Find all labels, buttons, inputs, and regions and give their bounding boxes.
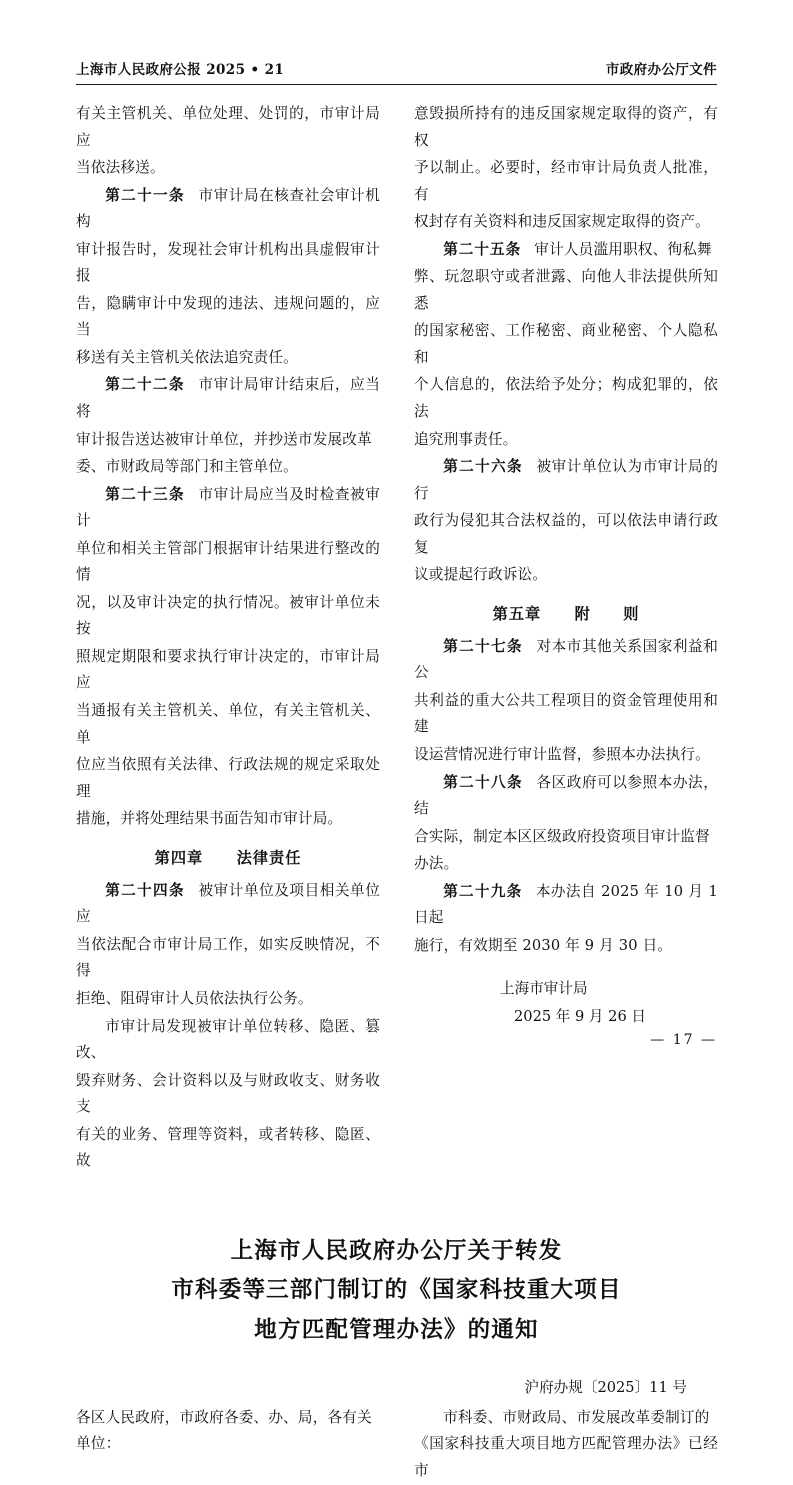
paragraph-line: 委、市财政局等部门和主管单位。 — [76, 458, 298, 476]
paragraph-line: 当通报有关主管机关、单位，有关主管机关、单 — [76, 702, 380, 746]
issue-date: 2025 年 9 月 26 日 — [514, 1008, 646, 1026]
paragraph-line: 的国家秘密、工作秘密、商业秘密、个人隐私和 — [414, 322, 718, 366]
paragraph-line: 权封存有关资料和违反国家规定取得的资产。 — [414, 213, 710, 231]
paragraph-line — [414, 634, 718, 687]
article-number: 第二十三条 — [105, 485, 185, 503]
article-text: 审计人员滥用职权、徇私舞 — [534, 240, 712, 258]
paragraph-line: 移送有关主管机关依法追究责任。 — [76, 348, 298, 366]
chapter-title: 法律责任 — [236, 848, 302, 867]
document-number: 沪府办规〔2025〕11 号 — [524, 1378, 687, 1396]
left-column — [76, 101, 380, 1176]
page-number: — 17 — — [650, 1032, 717, 1048]
paragraph-line: 毁弃财务、会计资料以及与财政收支、财务收支 — [76, 1071, 380, 1116]
article-text: 被审计单位认为市审计局的行 — [414, 458, 718, 502]
chapter-title: 附 则 — [574, 604, 640, 623]
paragraph-line — [76, 482, 380, 535]
paragraph-line — [76, 878, 380, 931]
article-text: 市审计局应当及时检查被审计 — [76, 485, 380, 530]
article-text: 对本市其他关系国家利益和公 — [414, 637, 718, 682]
page-header — [76, 58, 717, 85]
article-text: 被审计单位及项目相关单位应 — [76, 881, 380, 926]
paragraph-line: 弊、玩忽职守或者泄露、向他人非法提供所知悉 — [414, 268, 718, 312]
paragraph-line: 位应当依照有关法律、行政法规的规定采取处理 — [76, 756, 380, 800]
paragraph-line: 有关的业务、管理等资料，或者转移、隐匿、故 — [76, 1125, 380, 1170]
paragraph-line: 况，以及审计决定的执行情况。被审计单位未按 — [76, 593, 380, 638]
paragraph-line: 办法。 — [414, 855, 459, 873]
article-number: 第二十六条 — [443, 458, 523, 476]
paragraph-line: 审计报告送达被审计单位，并抄送市发展改革 — [76, 430, 372, 448]
paragraph-line: 告，隐瞒审计中发现的违法、违规问题的，应当 — [76, 294, 380, 339]
paragraph-line: 拒绝、阻碍审计人员依法执行公务。 — [76, 989, 313, 1007]
signature-block — [414, 975, 718, 1030]
paragraph-line: 各区人民政府，市政府各委、办、局，各有关 — [76, 1408, 372, 1426]
paragraph-line — [76, 372, 380, 425]
paragraph-line: 照规定期限和要求执行审计决定的，市审计局应 — [76, 647, 380, 692]
paragraph-line: 《国家科技重大项目地方匹配管理办法》已经市 — [414, 1435, 718, 1479]
article-number: 第二十九条 — [443, 882, 523, 900]
notice-title-line: 上海市人民政府办公厅关于转发 — [230, 1237, 563, 1264]
paragraph-line: 市科委、市财政局、市发展改革委制订的 — [443, 1408, 710, 1426]
paragraph-line: 政行为侵犯其合法权益的，可以依法申请行政复 — [414, 512, 718, 556]
paragraph-line — [414, 879, 718, 932]
right-column — [414, 101, 718, 1176]
article-number: 第二十七条 — [443, 637, 523, 655]
paragraph-line: 意毁损所持有的违反国家规定取得的资产，有权 — [414, 105, 718, 149]
paragraph-line: 有关主管机关、单位处理、处罚的，市审计局应 — [76, 105, 380, 149]
paragraph-line: 予以制止。必要时，经市审计局负责人批准，有 — [414, 159, 718, 203]
paragraph-line: 合实际，制定本区区级政府投资项目审计监督 — [414, 827, 710, 845]
article-number: 第二十二条 — [105, 376, 185, 394]
notice-body-columns — [76, 1405, 717, 1485]
article-number: 第二十五条 — [443, 240, 522, 258]
notice-left-column — [76, 1405, 380, 1485]
notice-title-line: 地方匹配管理办法》的通知 — [254, 1316, 539, 1343]
paragraph-line: 措施，并将处理结果书面告知市审计局。 — [76, 810, 343, 828]
issuing-organization: 上海市审计局 — [500, 980, 588, 998]
chapter-heading — [414, 603, 718, 624]
body-columns — [76, 101, 717, 1176]
header-right-text: 市政府办公厅文件 — [605, 62, 717, 78]
paragraph-line: 施行，有效期至 2030 年 9 月 30 日。 — [414, 936, 673, 954]
article-text: 本办法自 2025 年 10 月 1 日起 — [414, 882, 718, 927]
article-text: 各区政府可以参照本办法，结 — [414, 773, 718, 818]
chapter-number: 第四章 — [154, 848, 204, 867]
paragraph-line: 当依法配合市审计局工作，如实反映情况，不得 — [76, 935, 380, 980]
header-left-text: 上海市人民政府公报 2025 • 21 — [76, 62, 285, 78]
article-text: 市审计局在核查社会审计机构 — [76, 186, 380, 231]
chapter-heading — [76, 847, 380, 868]
notice-title-line: 市科委等三部门制订的《国家科技重大项目 — [171, 1277, 622, 1304]
paragraph-line: 市审计局发现被审计单位转移、隐匿、篡改、 — [76, 1017, 380, 1062]
article-number: 第二十四条 — [105, 881, 185, 899]
chapter-number: 第五章 — [492, 604, 542, 623]
paragraph-line: 追究刑事责任。 — [414, 430, 518, 448]
article-number: 第二十一条 — [105, 186, 185, 204]
paragraph-line: 审计报告时，发现社会审计机构出具虚假审计报 — [76, 240, 380, 285]
article-number: 第二十八条 — [443, 773, 523, 791]
paragraph-line: 个人信息的，依法给予处分；构成犯罪的，依法 — [414, 376, 718, 421]
paragraph-line: 议或提起行政诉讼。 — [414, 566, 548, 584]
paragraph-line: 共利益的重大公共工程项目的资金管理使用和建 — [414, 691, 718, 736]
paragraph-line: 设运营情况进行审计监督，参照本办法执行。 — [414, 746, 710, 764]
notice-right-column — [414, 1405, 718, 1485]
paragraph-line — [414, 770, 718, 823]
paragraph-line: 当依法移送。 — [76, 159, 165, 177]
paragraph-line: 单位和相关主管部门根据审计结果进行整改的情 — [76, 539, 380, 584]
paragraph-line: 单位： — [76, 1435, 121, 1453]
paragraph-line — [76, 183, 380, 236]
paragraph-line — [414, 454, 718, 507]
paragraph-line — [414, 237, 718, 264]
notice-title — [76, 1232, 717, 1350]
article-text: 市审计局审计结束后，应当将 — [76, 376, 380, 421]
